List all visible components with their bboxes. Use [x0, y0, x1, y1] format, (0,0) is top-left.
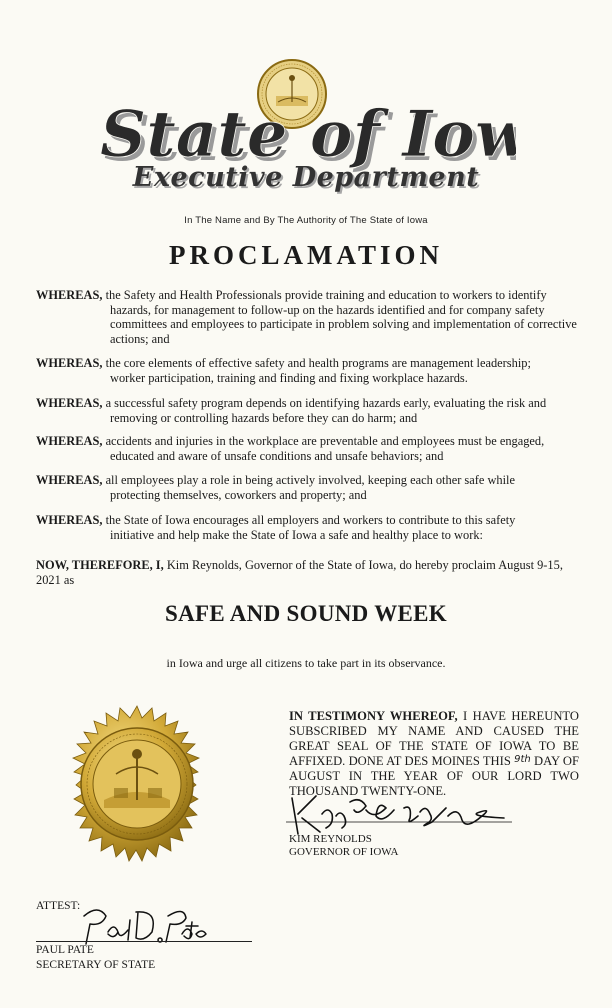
- testimony-text: I HAVE HEREUNTO SUBSCRIBED MY NAME AND CAUSED THE GREAT SEAL OF THE STATE OF IOWA TO BE AFFIXED. DONE AT DES MOINES THIS: [289, 709, 579, 769]
- whereas-clause-2: [36, 356, 584, 385]
- whereas-continuation: hazards, for management to follow-up on the hazards identified and for company safety committees and employees to participate in problem solving and implementation of corrective actions; and: [110, 302, 577, 346]
- great-seal-of-iowa: [56, 704, 218, 866]
- whereas-text: accidents and injuries in the workplace are preventable and employees must be engaged,: [105, 434, 545, 448]
- whereas-continuation: protecting themselves, coworkers and property; and: [110, 487, 367, 502]
- whereas-label: WHEREAS,: [36, 356, 103, 370]
- whereas-clause-3: [36, 396, 584, 425]
- observance-line: in Iowa and urge all citizens to take part in its observance.: [166, 656, 446, 670]
- week-title: SAFE AND SOUND WEEK: [165, 601, 447, 626]
- whereas-clause-1: [36, 288, 584, 346]
- authority-line: In The Name and By The Authority of The State of Iowa: [184, 215, 428, 226]
- title-shadow: State of Io: [104, 101, 479, 176]
- secretary-name: PAUL PATE: [36, 944, 94, 956]
- attest-signature-line: [36, 941, 252, 942]
- whereas-clause-5: [36, 473, 584, 502]
- proclaim-label: NOW, THEREFORE, I,: [36, 558, 164, 572]
- whereas-continuation: removing or controlling hazards before they can do harm; and: [110, 410, 418, 425]
- executive-department-heading: Executive Department: [132, 162, 480, 193]
- whereas-label: WHEREAS,: [36, 513, 103, 527]
- title-text: State of Io: [100, 97, 475, 172]
- whereas-text: the Safety and Health Professionals provide training and education to workers to identify: [105, 288, 547, 302]
- whereas-label: WHEREAS,: [36, 288, 103, 302]
- testimony-label: IN TESTIMONY WHEREOF,: [289, 709, 458, 723]
- whereas-label: WHEREAS,: [36, 396, 103, 410]
- proclamation-heading: PROCLAMATION: [169, 240, 443, 270]
- whereas-text: a successful safety program depends on identifying hazards early, evaluating the risk and: [105, 396, 547, 410]
- whereas-clause-4: [36, 434, 584, 463]
- whereas-label: WHEREAS,: [36, 473, 103, 487]
- whereas-text: all employees play a role in being actively involved, keeping each other safe while: [105, 473, 515, 487]
- attest-label: ATTEST:: [36, 900, 81, 912]
- secretary-title: SECRETARY OF STATE: [36, 959, 156, 971]
- governor-name: KIM REYNOLDS: [289, 833, 372, 845]
- handwritten-day: 9th: [514, 754, 531, 766]
- whereas-continuation: worker participation, training and finding and fixing workplace hazards.: [110, 370, 468, 385]
- proclaim-text: Kim Reynolds, Governor of the State of Iowa, do hereby proclaim August 9-15, 2021 as: [36, 558, 563, 587]
- proclaim-paragraph: [36, 558, 584, 587]
- whereas-clause-6: [36, 513, 584, 542]
- testimony-paragraph: [289, 709, 579, 799]
- whereas-text: the core elements of effective safety and health programs are management leadership;: [105, 356, 531, 370]
- whereas-label: WHEREAS,: [36, 434, 103, 448]
- governor-title: GOVERNOR OF IOWA: [289, 846, 399, 858]
- testimony-text-end: DAY OF AUGUST IN THE YEAR OF OUR LORD TWO THOUSAND TWENTY-ONE.: [289, 754, 579, 798]
- whereas-continuation: initiative and help make the State of Iowa a safe and healthy place to work:: [110, 527, 483, 542]
- whereas-text: the State of Iowa encourages all employers and workers to contribute to this safety: [105, 513, 516, 527]
- whereas-continuation: educated and aware of unsafe conditions and unsafe behaviors; and: [110, 448, 444, 463]
